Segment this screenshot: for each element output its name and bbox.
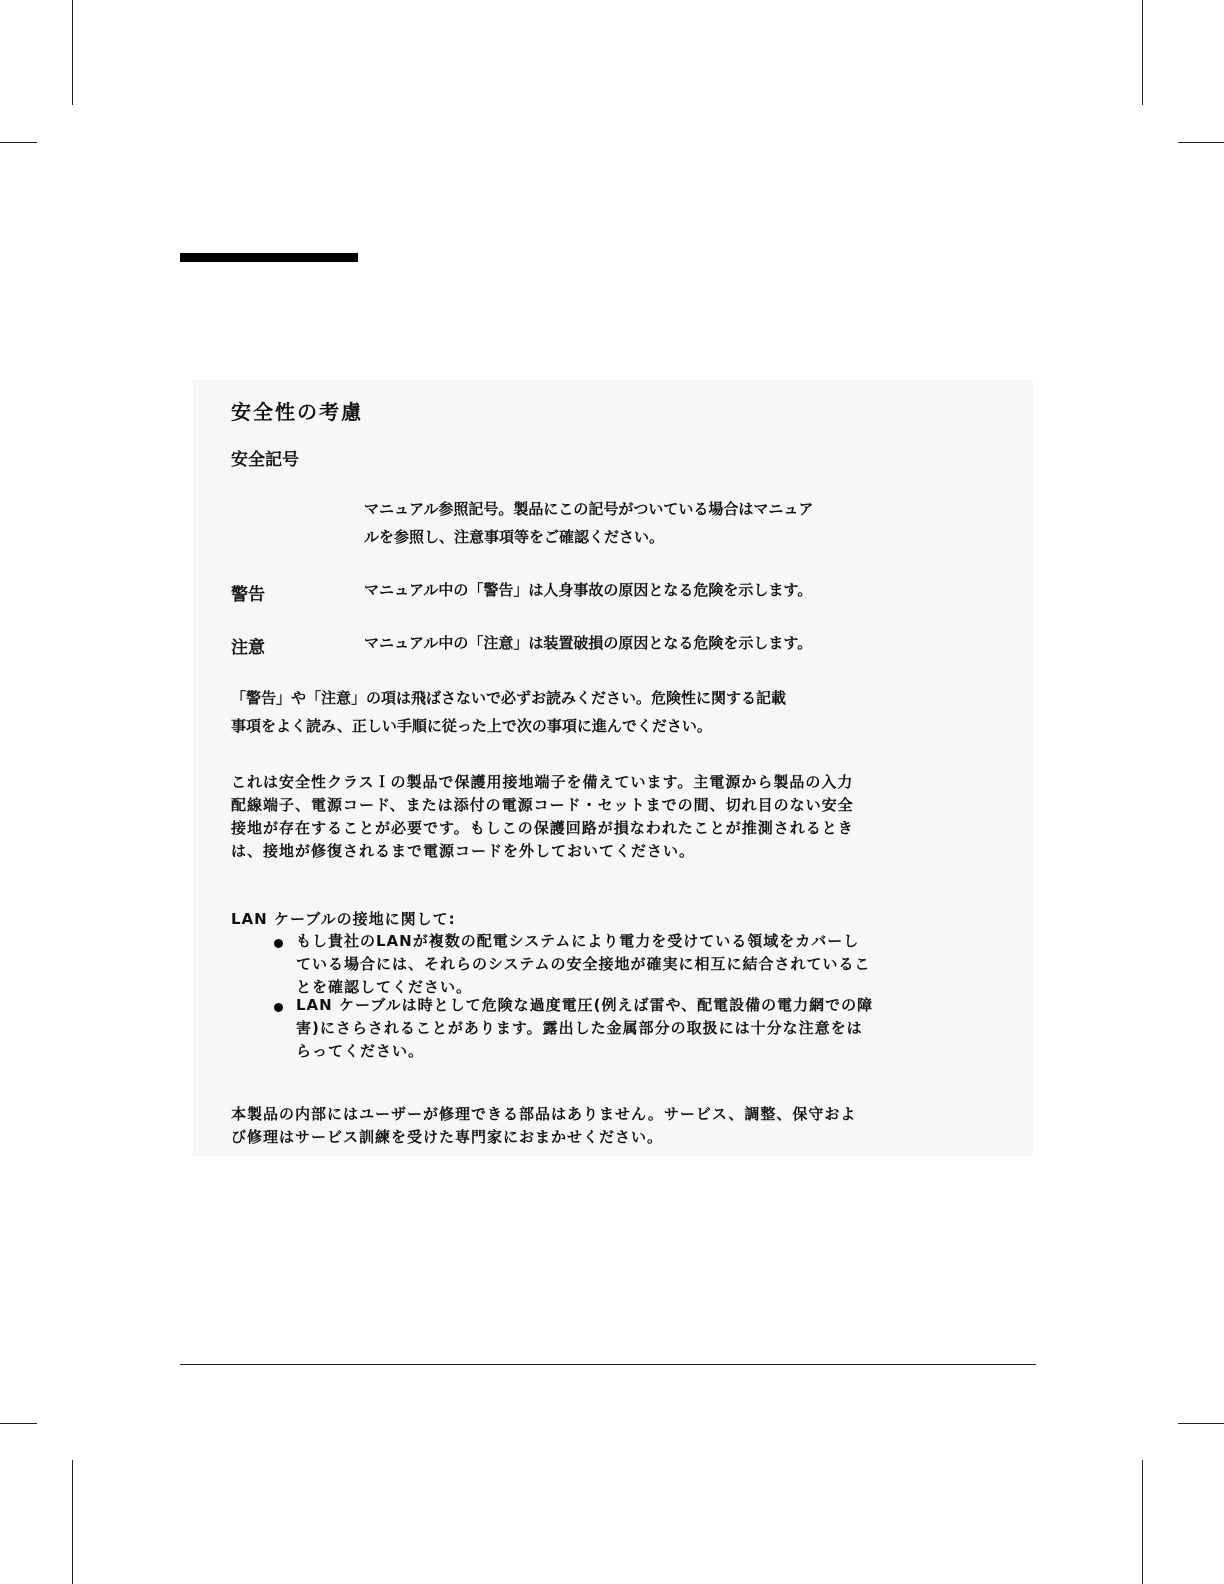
service-line-2: び修理はサービス訓練を受けた専門家におまかせください。 <box>231 1128 664 1146</box>
warning-label: 警告 <box>231 585 265 605</box>
bullet-icon <box>274 1003 283 1012</box>
grounding-line-4: は、接地が修復されるまで電源コードを外しておいてください。 <box>231 842 696 860</box>
crop-mark <box>72 0 73 105</box>
manual-reference-icon <box>231 500 271 530</box>
crop-mark <box>1178 142 1224 143</box>
manual-symbol-description-1: マニュアル参照記号。製品にこの記号がついている場合はマニュア <box>364 500 814 518</box>
lan-bullet-2-line-1: LAN ケーブルは時として危険な過度電圧(例えば雷や、配電設備の電力網での障 <box>296 996 874 1014</box>
lan-bullet-2-line-3: らってください。 <box>296 1042 425 1060</box>
crop-mark <box>72 1460 73 1584</box>
lan-bullet-1-line-3: とを確認してください。 <box>296 978 473 996</box>
grounding-line-2: 配線端子、電源コード、または添付の電源コード・セットまでの間、切れ目のない安全 <box>231 796 854 814</box>
lan-bullet-2-line-2: 害)にさらされることがあります。露出した金属部分の取扱には十分な注意をは <box>296 1019 863 1037</box>
lan-bullet-1-line-1: もし貴社のLANが複数の配電システムにより電力を受けている領域をカバーし <box>296 932 860 950</box>
caution-label: 注意 <box>231 638 265 658</box>
caution-description: マニュアル中の「注意」は装置破損の原因となる危険を示します。 <box>364 634 813 652</box>
lan-bullet-1-line-2: ている場合には、それらのシステムの安全接地が確実に相互に結合されているこ <box>296 955 871 973</box>
bullet-icon <box>274 939 283 948</box>
read-notice-line-2: 事項をよく読み、正しい手順に従った上で次の事項に進んでください。 <box>231 717 712 735</box>
crop-mark <box>1178 1423 1224 1424</box>
lan-heading: LAN ケーブルの接地に関して: <box>231 910 456 928</box>
footer-rule <box>180 1364 1036 1365</box>
grounding-line-3: 接地が存在することが必要です。もしこの保護回路が損なわれたことが推測されるとき <box>231 819 854 837</box>
crop-mark <box>0 1423 37 1424</box>
section-title: 安全性の考慮 <box>231 400 363 424</box>
read-notice-line-1: 「警告」や「注意」の項は飛ばさないで必ずお読みください。危険性に関する記載 <box>231 689 787 707</box>
section-subtitle: 安全記号 <box>231 450 299 470</box>
crop-mark <box>0 142 37 143</box>
grounding-line-1: これは安全性クラスＩの製品で保護用接地端子を備えています。主電源から製品の入力 <box>231 773 854 791</box>
warning-description: マニュアル中の「警告」は人身事故の原因となる危険を示します。 <box>364 581 813 599</box>
crop-mark <box>1142 0 1143 105</box>
service-line-1: 本製品の内部にはユーザーが修理できる部品はありません。サービス、調整、保守およ <box>231 1105 857 1123</box>
crop-mark <box>1142 1460 1143 1584</box>
manual-symbol-description-2: ルを参照し、注意事項等をご確認ください。 <box>364 528 665 546</box>
chapter-bar <box>180 253 358 262</box>
